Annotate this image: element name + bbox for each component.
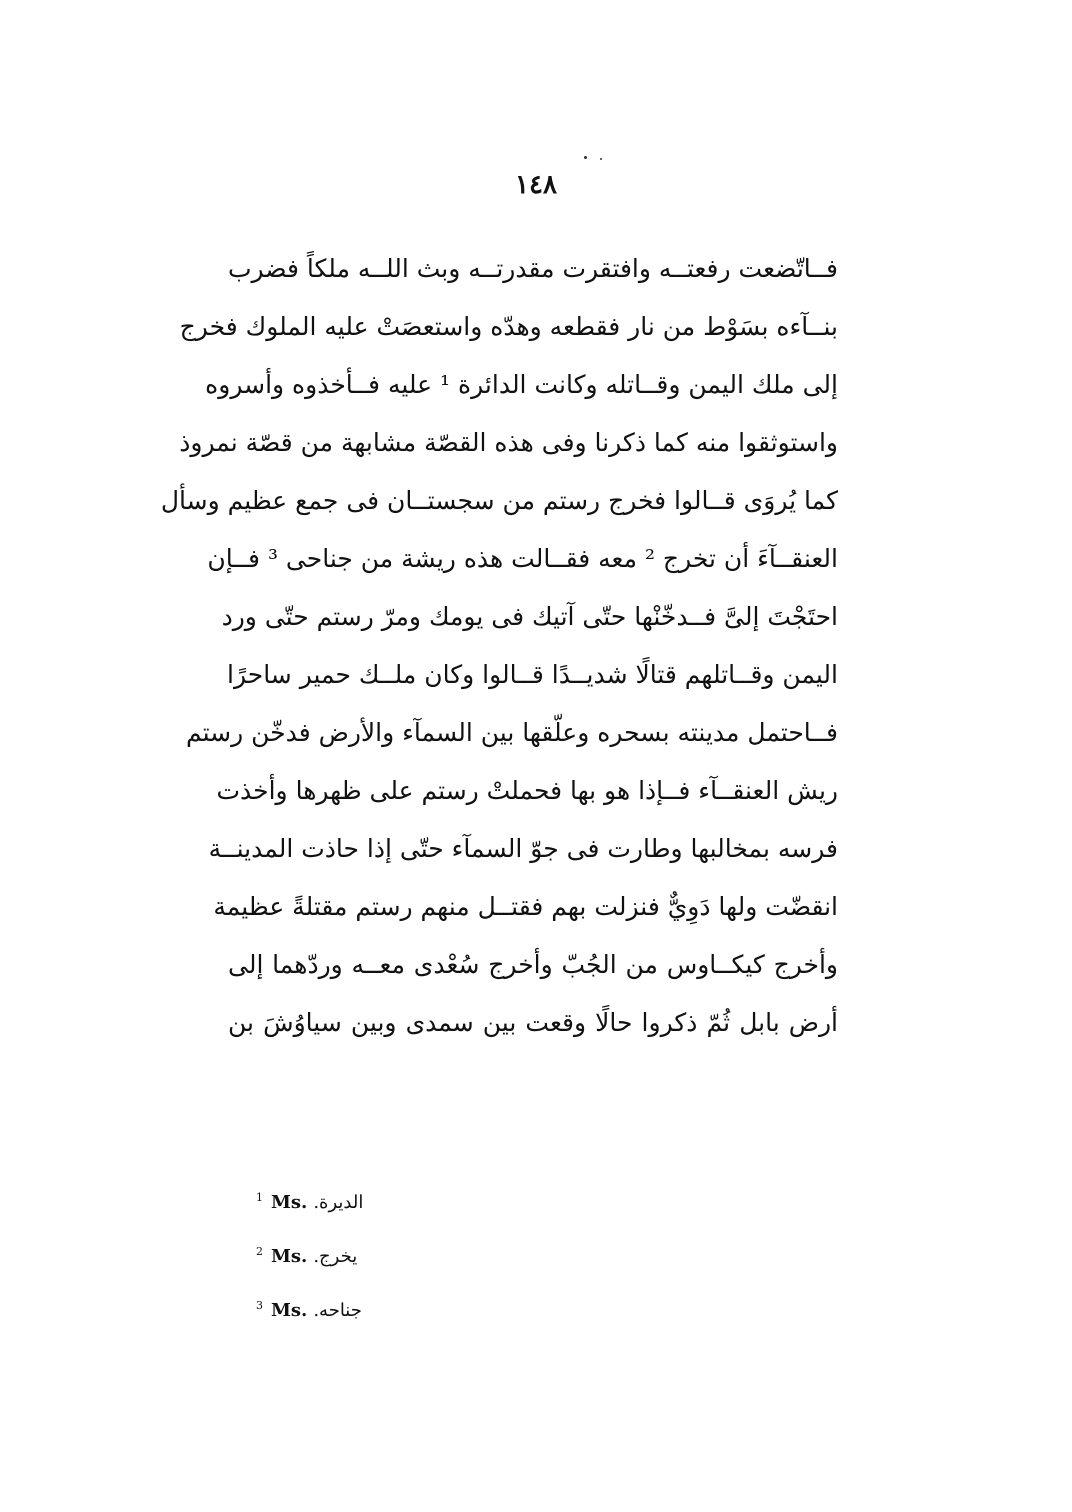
scan-speck xyxy=(600,158,602,160)
text-line: فرسه بمخالبها وطارت فى جوّ السمآء حتّى إذا حاذت المدينــة xyxy=(208,834,838,863)
text-line: احتَجْتَ إلىَّ فــدخّنْها حتّى آتيك فى يومك ومرّ رستم حتّى ورد xyxy=(221,602,838,631)
text-line: ريش العنقــآء فــإذا هو بها فحملتْ رستم على ظهرها وأخذت xyxy=(216,776,838,805)
footnotes xyxy=(256,1178,656,1340)
footnote-mark: 3 xyxy=(256,1299,263,1312)
text-line: وأخرج كيكــاوس من الجُبّ وأخرج سُعْدى معــه وردّهما إلى xyxy=(228,950,838,979)
footnote-1 xyxy=(256,1178,656,1232)
text-line: فــاحتمل مدينته بسحره وعلّقها بين السمآء والأرض فدخّن رستم xyxy=(185,718,838,747)
footnote-word: يخرج. xyxy=(313,1246,358,1267)
text-line: إلى ملك اليمن وقــاتله وكانت الدائرة ¹ عليه فــأخذوه وأسروه xyxy=(205,370,838,399)
footnote-ms: Ms. xyxy=(271,1246,308,1267)
text-line: بنــآءه بسَوْط من نار فقطعه وهدّه واستعصَتْ عليه الملوك فخرج xyxy=(179,312,838,341)
footnote-3 xyxy=(256,1286,656,1340)
text-line: العنقــآءَ أن تخرج ² معه فقــالت هذه ريشة من جناحى ³ فــإن xyxy=(207,544,838,573)
footnote-word: الديرة. xyxy=(313,1192,364,1213)
text-line: فــاتّضعت رفعتــه وافتقرت مقدرتــه وبث اللــه ملكاً فضرب xyxy=(227,254,838,283)
text-line: انقضّت ولها دَوِيٌّ فنزلت بهم فقتــل منهم رستم مقتلةً عظيمة xyxy=(213,892,838,921)
text-line: كما يُروَى قــالوا فخرج رستم من سجستــان فى جمع عظيم وسأل xyxy=(160,486,838,515)
scan-speck xyxy=(584,156,587,159)
footnote-ms: Ms. xyxy=(271,1300,308,1321)
text-line: واستوثقوا منه كما ذكرنا وفى هذه القصّة مشابهة من قصّة نمروذ xyxy=(179,428,838,457)
footnote-mark: 1 xyxy=(256,1191,263,1204)
footnote-word: جناحه. xyxy=(313,1300,362,1321)
text-line: أرض بابل ثُمّ ذكروا حالًا وقعت بين سمدى وبين سياوُشَ بن xyxy=(228,1008,838,1037)
body-text xyxy=(160,240,838,1052)
footnote-mark: 2 xyxy=(256,1245,263,1258)
text-line: اليمن وقــاتلهم قتالًا شديــدًا قــالوا وكان ملــك حمير ساحرًا xyxy=(227,660,838,689)
footnote-ms: Ms. xyxy=(271,1192,308,1213)
page-number: ١٤٨ xyxy=(515,170,557,200)
footnote-2 xyxy=(256,1232,656,1286)
